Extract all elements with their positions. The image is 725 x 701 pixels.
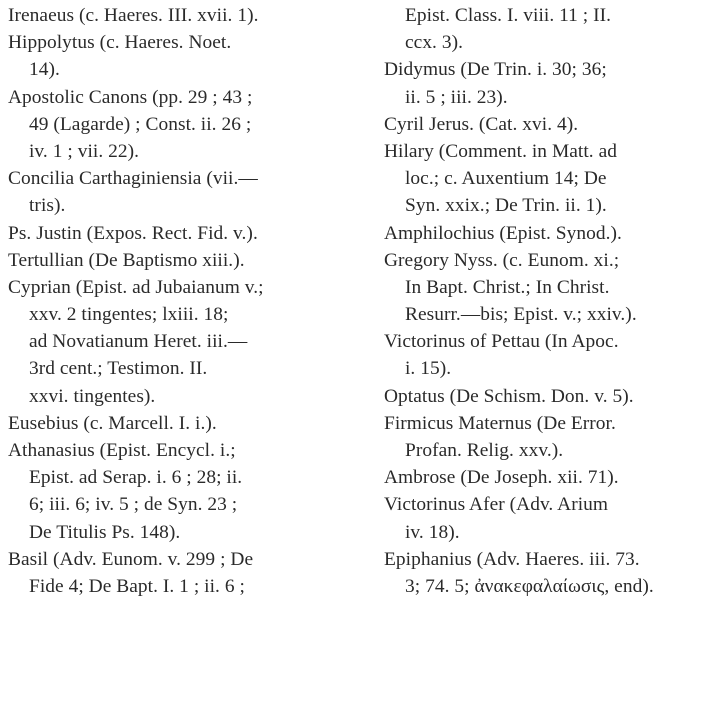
- citation-line: ii. 5 ; iii. 23).: [405, 86, 508, 108]
- citation-line: Resurr.—bis; Epist. v.; xxiv.).: [405, 304, 637, 326]
- citation-line: Syn. xxix.; De Trin. ii. 1).: [405, 195, 607, 217]
- citation-entry: [384, 383, 720, 410]
- citation-line: Ambrose (De Joseph. xii. 71).: [384, 467, 619, 489]
- citation-entry: [8, 2, 360, 29]
- citation-line: Firmicus Maternus (De Error.: [384, 412, 616, 434]
- citation-line: xxv. 2 tingentes; lxiii. 18;: [29, 304, 229, 326]
- citation-entry: [8, 410, 360, 437]
- citation-line: In Bapt. Christ.; In Christ.: [405, 276, 610, 298]
- citation-line: 6; iii. 6; iv. 5 ; de Syn. 23 ;: [29, 494, 238, 516]
- citation-entry: [384, 111, 720, 138]
- citation-line: Athanasius (Epist. Encycl. i.;: [8, 440, 236, 461]
- citation-line: iv. 1 ; vii. 22).: [29, 140, 140, 162]
- citation-line: Ps. Justin (Expos. Rect. Fid. v.).: [8, 222, 258, 244]
- citation-line: Basil (Adv. Eunom. v. 299 ; De: [8, 548, 254, 570]
- citation-line: Epist. Class. I. viii. 11 ; II.: [405, 5, 612, 26]
- citation-line: Eusebius (c. Marcell. I. i.).: [8, 412, 217, 434]
- citation-line: Tertullian (De Baptismo xiii.).: [8, 249, 245, 271]
- citation-line: 3rd cent.; Testimon. II.: [29, 358, 208, 380]
- citation-line: ccx. 3).: [405, 32, 464, 54]
- citation-line: Cyprian (Epist. ad Jubaianum v.;: [8, 276, 264, 298]
- citation-line: Gregory Nyss. (c. Eunom. xi.;: [384, 249, 620, 271]
- citation-entry: [384, 546, 720, 600]
- citation-line: Hippolytus (c. Haeres. Noet.: [8, 32, 232, 54]
- citation-entry: [8, 274, 360, 410]
- citation-line: Cyril Jerus. (Cat. xvi. 4).: [384, 113, 579, 135]
- citation-line: Epist. ad Serap. i. 6 ; 28; ii.: [29, 467, 243, 489]
- left-column: [8, 2, 360, 600]
- citation-line: Epiphanius (Adv. Haeres. iii. 73.: [384, 548, 640, 570]
- citation-line: 3; 74. 5; ἀνακεφαλαίωσις, end).: [405, 575, 654, 597]
- citation-entry: [384, 328, 720, 382]
- citation-line: xxvi. tingentes).: [29, 385, 156, 407]
- citation-entry: [384, 410, 720, 464]
- citation-line: ad Novatianum Heret. iii.—: [29, 331, 248, 353]
- citation-line: loc.; c. Auxentium 14; De: [405, 168, 607, 190]
- citation-entry: [384, 56, 720, 110]
- citation-line: Apostolic Canons (pp. 29 ; 43 ;: [8, 86, 253, 108]
- citation-entry: [8, 546, 360, 600]
- citation-entry: [384, 247, 720, 329]
- citation-line: Victorinus of Pettau (In Apoc.: [384, 331, 619, 353]
- citation-line: Victorinus Afer (Adv. Arium: [384, 494, 609, 516]
- citation-line: tris).: [29, 195, 66, 217]
- citation-entry: [8, 437, 360, 546]
- citation-line: Hilary (Comment. in Matt. ad: [384, 140, 617, 162]
- citation-line: Didymus (De Trin. i. 30; 36;: [384, 59, 607, 81]
- citation-entry: [8, 29, 360, 83]
- citation-line: 49 (Lagarde) ; Const. ii. 26 ;: [29, 113, 252, 135]
- citation-line: Profan. Relig. xxv.).: [405, 440, 564, 461]
- citation-line: Amphilochius (Epist. Synod.).: [384, 222, 622, 244]
- citation-entry: [8, 247, 360, 274]
- citation-entry: [384, 220, 720, 247]
- citation-line: De Titulis Ps. 148).: [29, 521, 181, 543]
- citation-entry: [8, 165, 360, 219]
- citation-line: iv. 18).: [405, 521, 460, 543]
- citation-entry: [384, 464, 720, 491]
- citation-line: 14).: [29, 59, 60, 81]
- citation-line: Irenaeus (c. Haeres. III. xvii. 1).: [8, 5, 259, 26]
- citation-entry: [384, 2, 720, 56]
- citation-entry: [384, 138, 720, 220]
- citation-entry: [8, 84, 360, 166]
- right-column: [384, 2, 720, 600]
- citation-line: i. 15).: [405, 358, 452, 380]
- citation-line: Optatus (De Schism. Don. v. 5).: [384, 385, 634, 407]
- citation-line: Fide 4; De Bapt. I. 1 ; ii. 6 ;: [29, 575, 245, 597]
- citation-entry: [8, 220, 360, 247]
- citation-entry: [384, 491, 720, 545]
- citation-line: Concilia Carthaginiensia (vii.—: [8, 168, 258, 190]
